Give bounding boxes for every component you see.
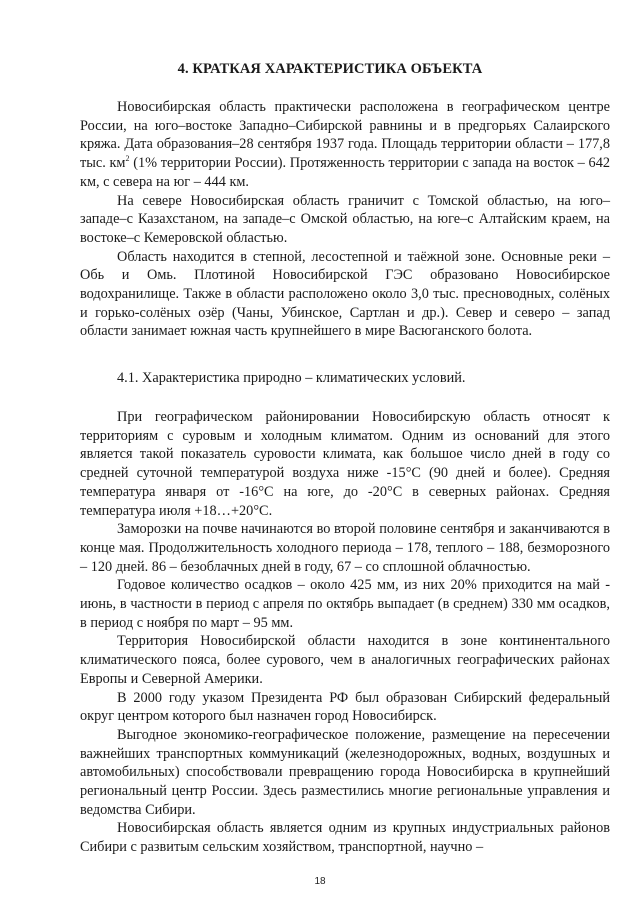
intro-paragraph-1-text: Новосибирская область практически расположена в географическом центре России, на юго–востоке Западно–Сибирской равнины и в предгорьях Салаирского кряжа. Дата образования–28 сентября 1937 года. Площадь территории области – 177,8 тыс. км — [80, 99, 610, 172]
page-number: 18 — [314, 876, 326, 887]
intro-paragraph-3: Область находится в степной, лесостепной и таёжной зоне. Основные реки – Обь и Омь. Плотиной Новосибирской ГЭС образовано Новосибирское водохранилище. Также в области расположено около 3,0 тыс. пресноводных, солёных и горько-солёных озёр (Чаны, Убинское, Сартлан и др.). Север и северо – запад области занимает южная часть крупнейшего в мире Васюганского болота. — [80, 248, 610, 340]
subsection-heading: 4.1. Характеристика природно – климатических условий. — [117, 370, 466, 386]
climate-paragraph-1: При географическом районировании Новосибирскую область относят к территориям с суровым и холодным климатом. Одним из оснований для этого является такой показатель суровости климата, как большое число дней в году со средней суточной температурой воздуха ниже -15°С (90 дней и более). Средняя температура января от -16°С на юге, до -20°С в северных районах. Средняя температура июля +18…+20°С. — [80, 409, 610, 519]
intro-paragraph-1 — [80, 98, 610, 192]
climate-paragraph-5: В 2000 году указом Президента РФ был образован Сибирский федеральный округ центром которого был назначен город Новосибирск. — [80, 689, 610, 725]
intro-paragraph-1-tail: (1% территории России). Протяженность территории с запада на восток – 642 км, с севера на юг – 444 км. — [80, 155, 610, 190]
intro-section — [80, 98, 610, 341]
superscript: 2 — [125, 154, 130, 164]
climate-section — [80, 408, 610, 857]
climate-paragraph-4: Территория Новосибирской области находится в зоне континентального климатического пояса, более сурового, чем в аналогичных географических районах Европы и Северной Америки. — [80, 633, 610, 687]
intro-paragraph-2: На севере Новосибирская область граничит с Томской областью, на юго–западе–с Казахстаном, на западе–с Омской областью, на юге–с Алтайским краем, на востоке–с Кемеровской областью. — [80, 192, 610, 246]
climate-paragraph-6: Выгодное экономико-географическое положение, размещение на пересечении важнейших транспортных коммуникаций (железнодорожных, водных, воздушных и автомобильных) способствовали превращению города Новосибирска в крупнейший региональный центр России. Здесь разместились многие региональные управления и ведомства Сибири. — [80, 726, 610, 818]
climate-paragraph-3: Годовое количество осадков – около 425 мм, из них 20% приходится на май - июнь, в частности в период с апреля по октябрь выпадает (в среднем) 330 мм осадков, в период с ноября по март – 95 мм. — [80, 577, 610, 631]
climate-paragraph-7: Новосибирская область является одним из крупных индустриальных районов Сибири с развитым сельским хозяйством, транспортной, научно – — [80, 820, 610, 856]
climate-paragraph-2: Заморозки на почве начинаются во второй половине сентября и заканчиваются в конце мая. Продолжительность холодного периода – 178, теплого – 188, безморозного – 120 дней. 86 – безоблачных дней в году, 67 – со сплошной облачностью. — [80, 521, 610, 575]
section-heading: 4. КРАТКАЯ ХАРАКТЕРИСТИКА ОБЪЕКТА — [177, 61, 483, 77]
